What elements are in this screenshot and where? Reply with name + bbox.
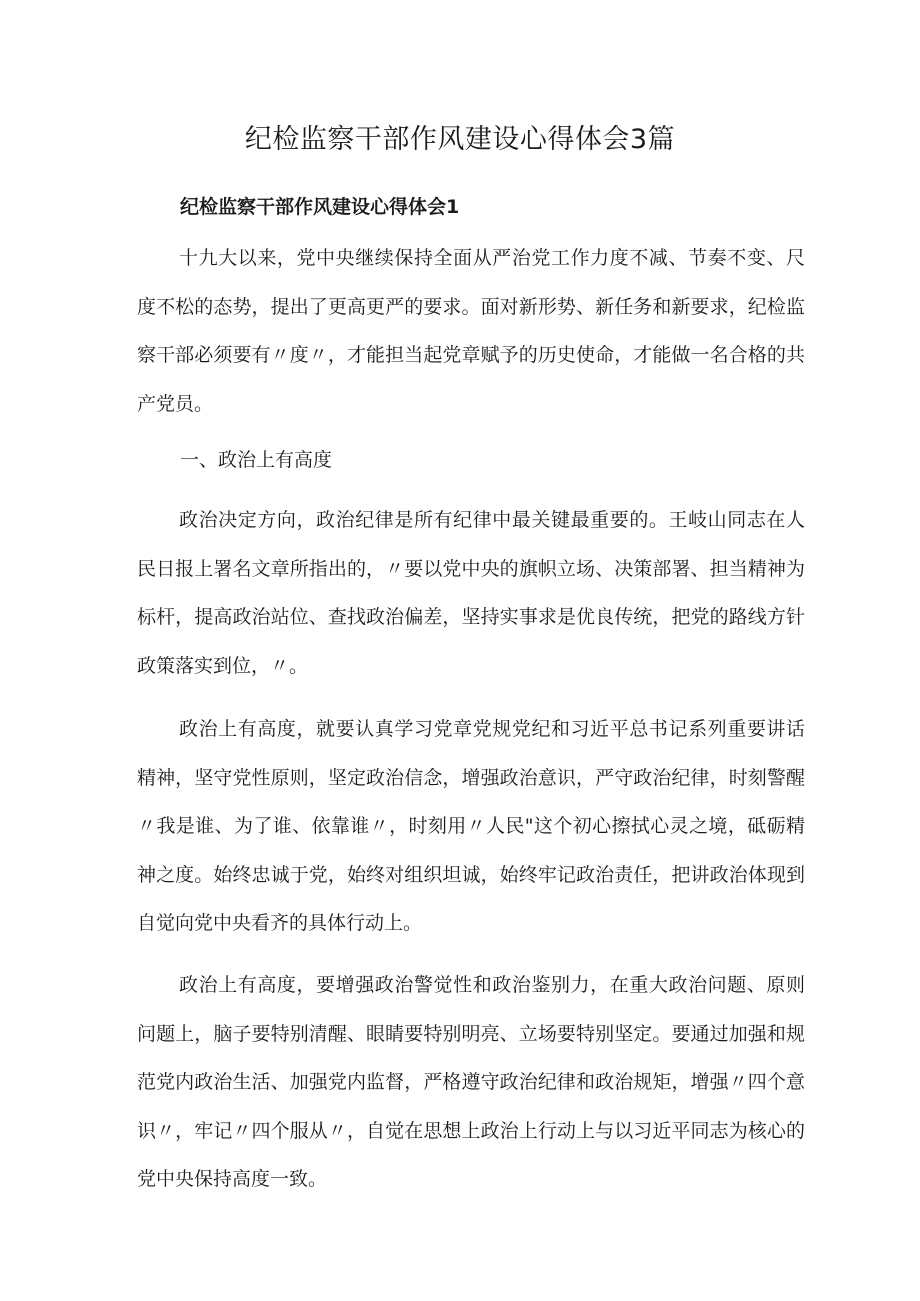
paragraph-political-direction: 政治决定方向，政治纪律是所有纪律中最关键最重要的。王岐山同志在人民日报上署名文章所指出的，〃要以党中央的旗帜立场、决策部署、担当精神为标杆，提高政治站位、查找政治偏差，坚持实事求是优良传统，把党的路线方针政策落实到位，〃。	[137, 509, 805, 677]
paragraph-political-vigilance: 政治上有高度，要增强政治警觉性和政治鉴别力，在重大政治问题、原则问题上，脑子要特别清醒、眼睛要特别明亮、立场要特别坚定。要通过加强和规范党内政治生活、加强党内监督，严格遵守政治纪律和政治规矩，增强〃四个意识〃，牢记〃四个服从〃，自觉在思想上政治上行动上与以习近平同志为核心的党中央保持高度一致。	[137, 974, 805, 1190]
paragraph-study-party-rules: 政治上有高度，就要认真学习党章党规党纪和习近平总书记系列重要讲话精神，坚守党性原则，坚定政治信念，增强政治意识，严守政治纪律，时刻警醒〃我是谁、为了谁、依靠谁〃，时刻用〃人民"这个初心擦拭心灵之境，砥砺精神之度。始终忠诚于党，始终对组织坦诚，始终牢记政治责任，把讲政治体现到自觉向党中央看齐的具体行动上。	[137, 718, 805, 934]
section-title: 纪检监察干部作风建设心得体会1	[180, 196, 460, 218]
paragraph-intro: 十九大以来，党中央继续保持全面从严治党工作力度不减、节奏不变、尺度不松的态势，提出了更高更严的要求。面对新形势、新任务和新要求，纪检监察干部必须要有〃度〃，才能担当起党章赋予的历史使命，才能做一名合格的共产党员。	[137, 247, 805, 415]
document-title: 纪检监察干部作风建设心得体会3篇	[244, 124, 676, 155]
subheading-political-height: 一、政治上有高度	[180, 449, 333, 471]
